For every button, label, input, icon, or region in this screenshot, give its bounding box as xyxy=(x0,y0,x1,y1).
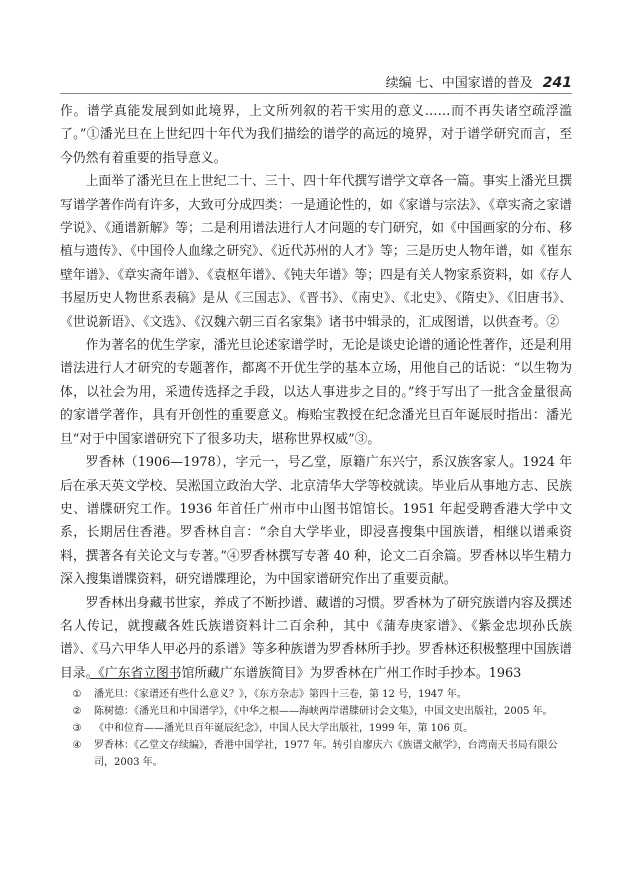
section-title: 续编 七、中国家谱的普及 xyxy=(385,76,533,91)
footnote-text: 潘光旦：《家谱还有些什么意义？》，《东方杂志》第四十三卷，第 12 号，1947 年。 xyxy=(94,689,467,700)
body-text xyxy=(60,100,572,685)
footnote-text: 罗香林：《乙堂文存续编》，香港中国学社，1977 年。转引自廖庆六《族谱文献学》，台湾南天书局有限公司，2003 年。 xyxy=(94,740,558,768)
page-number: 241 xyxy=(542,75,572,91)
footnote-item xyxy=(60,737,572,771)
footnote-item xyxy=(60,686,572,703)
footnote-mark: ④ xyxy=(72,740,82,751)
footnote-text: 陈树德：《潘光旦和中国谱学》，《中华之根——海峡两岸谱牒研讨会文集》，中国文史出版社，2005 年。 xyxy=(94,706,553,717)
paragraph-eugenics: 作为著名的优生学家，潘光旦论述家谱学时，无论是谈史论谱的通论性著作，还是利用谱法进行人才研究的专题著作，都离不开优生学的基本立场，用他自己的话说：“以生物为体，以社会为用，采遗传选择之手段，以达人事进步之目的。”终于写出了一批含金量很高的家谱学著作，具有开创性的重要意义。梅贻宝教授在纪念潘光旦百年诞辰时指出：潘光旦“对于中国家谱研究下了很多功夫，堪称世界权威”③。 xyxy=(60,338,572,447)
paragraph-continued: 作。谱学真能发展到如此境界，上文所列叙的若干实用的意义……而不再失诸空疏浮滥了。”①潘光旦在上世纪四十年代为我们描绘的谱学的高远的境界，对于谱学研究而言，至今仍然有着重要的指导意义。 xyxy=(60,104,572,166)
footnote-mark: ③ xyxy=(72,723,82,734)
footnote-item xyxy=(60,703,572,720)
footnote-mark: ② xyxy=(72,706,82,717)
running-header xyxy=(60,72,572,91)
footnote-rule xyxy=(90,678,178,679)
header-rule xyxy=(60,93,572,94)
footnote-mark: ① xyxy=(72,689,82,700)
paragraph-luo-xianglin-collection: 罗香林出身藏书世家，养成了不断抄谱、藏谱的习惯。罗香林为了研究族谱内容及撰述名人传记，就搜藏各姓氏族谱资料计二百余种，其中《蒲寿庚家谱》、《紫金忠坝孙氏族谱》、《马六甲华人甲必丹的系谱》等多种族谱为罗香林所手抄。罗香林还积极整理中国族谱目录。《广东省立图书馆所藏广东谱族简目》为罗香林在广州工作时手抄本。1963 xyxy=(60,595,572,681)
footnote-text: 《中和位育——潘光旦百年诞辰纪念》，中国人民大学出版社，1999 年，第 106 页。 xyxy=(94,723,474,734)
paragraph-luo-xianglin-bio: 罗香林（1906—1978），字元一，号乙堂，原籍广东兴宁，系汉族客家人。1924 年后在承天英文学校、吴淞国立政治大学、北京清华大学等校就读。毕业后从事地方志、民族史、谱牒研究工作。1936 年首任广州市中山图书馆馆长。1951 年起受聘香港大学中文系，长期居住香港。罗香林自言：“余自大学毕业，即浸喜搜集中国族谱，相继以谱乘资料，撰著各有关论文与专著。”④罗香林撰写专著 40 种，论文二百余篇。罗香林以毕生精力深入搜集谱牒资料，研究谱牒理论，为中国家谱研究作出了重要贡献。 xyxy=(60,455,572,588)
footnote-item xyxy=(60,720,572,737)
footnotes xyxy=(60,686,572,771)
paragraph-pan-guangdan-works: 上面举了潘光旦在上世纪二十、三十、四十年代撰写谱学文章各一篇。事实上潘光旦撰写谱学著作尚有许多，大致可分成四类：一是通论性的，如《家谱与宗法》、《章实斋之家谱学说》、《通谱新解》等；二是利用谱法进行人才问题的专门研究，如《中国画家的分布、移植与遗传》、《中国伶人血缘之研究》、《近代苏州的人才》等；三是历史人物年谱，如《崔东壁年谱》、《章实斋年谱》、《袁枢年谱》、《钝夫年谱》等；四是有关人物家系资料，如《存人书屋历史人物世系表稿》是从《三国志》、《晋书》、《南史》、《北史》、《隋史》、《旧唐书》、《世说新语》、《文选》、《汉魏六朝三百名家集》诸书中辑录的，汇成图谱，以供查考。② xyxy=(60,174,572,330)
